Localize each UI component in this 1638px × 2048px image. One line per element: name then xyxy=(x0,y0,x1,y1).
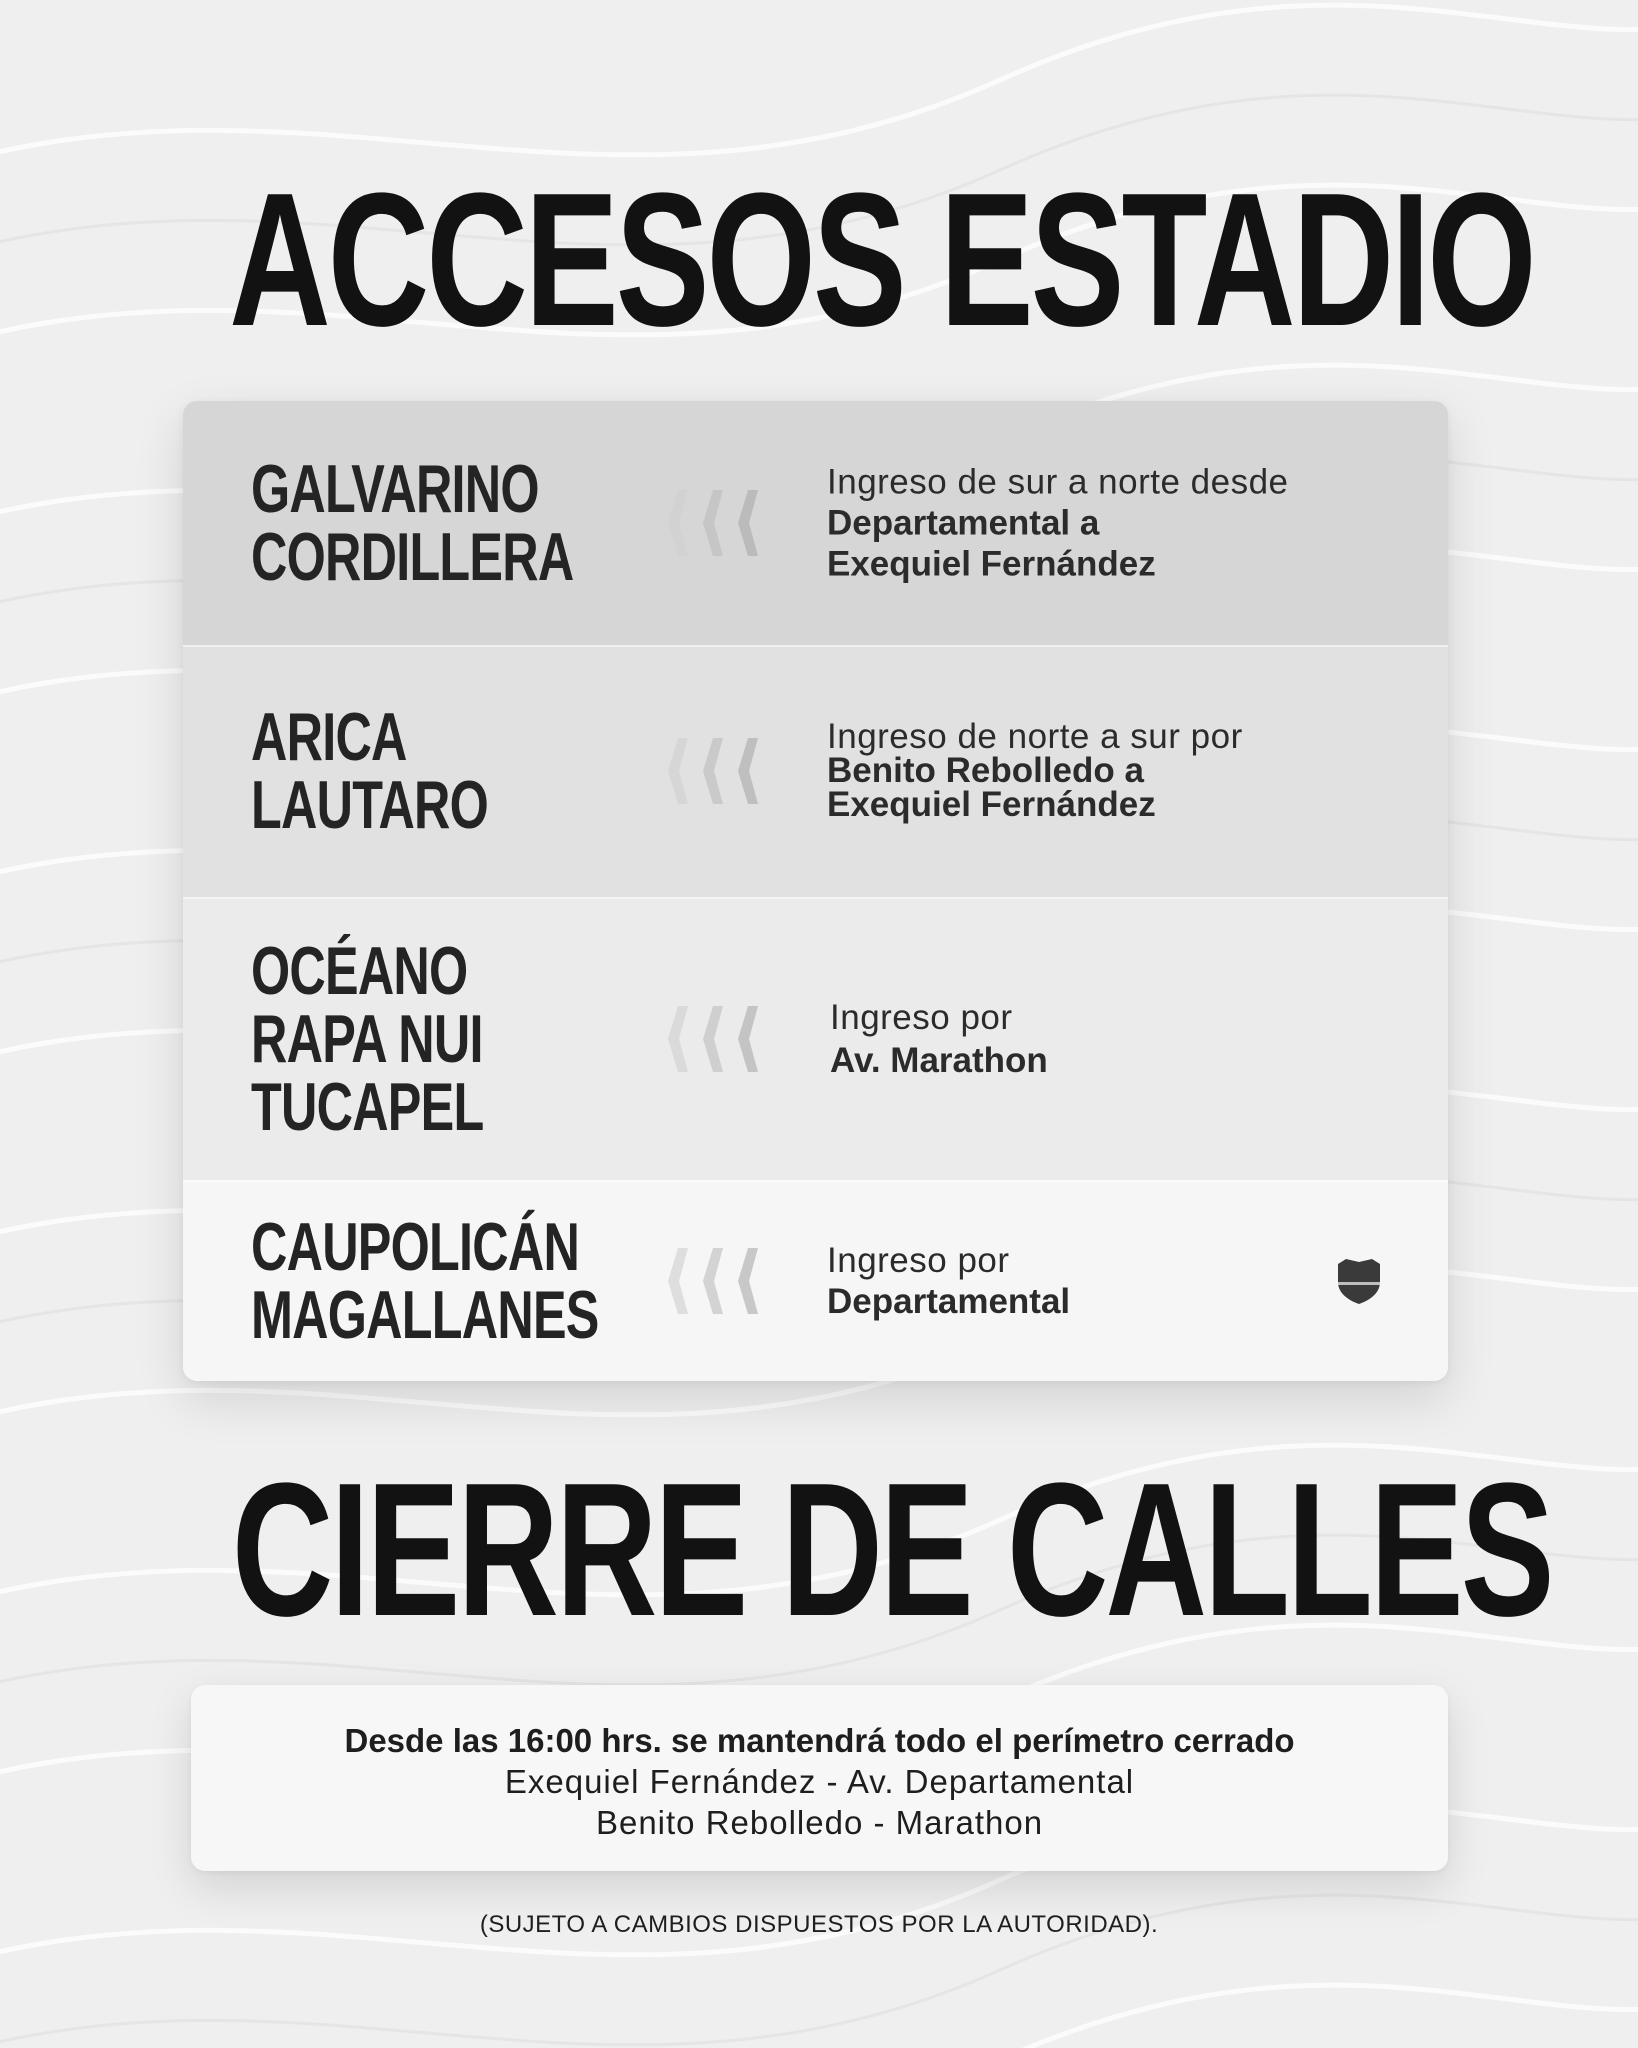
street-closure-card xyxy=(191,1685,1448,1871)
title-cierre-de-calles: CIERRE DE CALLES xyxy=(231,1444,1552,1656)
sector-names xyxy=(251,1208,721,1353)
sector-name: ARICA xyxy=(251,699,407,775)
sector-name: MAGALLANES xyxy=(251,1276,599,1353)
sector-name: RAPA NUI xyxy=(251,1000,483,1077)
access-row-arica-lautaro xyxy=(183,645,1448,897)
title-accesos-estadio: ACCESOS ESTADIO xyxy=(229,154,1534,366)
access-row-galvarino-cordillera xyxy=(183,401,1448,645)
sector-name: CAUPOLICÁN xyxy=(251,1208,580,1285)
direction-text: Ingreso por xyxy=(827,1240,1010,1280)
closure-street: Exequiel Fernández - Av. Departamental xyxy=(504,1763,1135,1800)
access-description xyxy=(827,462,1289,585)
sector-name: OCÉANO xyxy=(251,932,468,1009)
route-line: Departamental a xyxy=(827,503,1100,543)
access-description xyxy=(827,1240,1070,1322)
disclaimer-text: (SUJETO A CAMBIOS DISPUESTOS POR LA AUTORIDAD). xyxy=(479,1911,1159,1938)
triple-chevron-left-icon xyxy=(658,736,768,806)
sector-names xyxy=(251,699,571,843)
triple-chevron-left-icon xyxy=(658,488,768,558)
closure-headline: Desde las 16:00 hrs. se mantendrá todo el perímetro cerrado xyxy=(344,1722,1295,1759)
triple-chevron-left-icon xyxy=(658,1246,768,1316)
direction-text: Ingreso por xyxy=(830,997,1013,1037)
sector-names xyxy=(251,451,687,595)
route-line: Exequiel Fernández xyxy=(827,785,1156,824)
access-description xyxy=(827,717,1243,824)
sector-name: TUCAPEL xyxy=(251,1068,484,1145)
sector-name: CORDILLERA xyxy=(251,519,574,595)
sector-name: GALVARINO xyxy=(251,451,539,527)
closure-street: Benito Rebolledo - Marathon xyxy=(595,1804,1044,1841)
access-description xyxy=(830,996,1048,1082)
access-row-oceano-rapanui-tucapel xyxy=(183,897,1448,1180)
sector-name: LAUTARO xyxy=(251,767,489,843)
direction-text: Ingreso de sur a norte desde xyxy=(827,462,1289,502)
route-line: Av. Marathon xyxy=(830,1040,1048,1080)
direction-text: Ingreso de norte a sur por xyxy=(827,717,1243,756)
sector-names xyxy=(251,932,565,1145)
route-line: Benito Rebolledo a xyxy=(827,751,1144,790)
route-line: Exequiel Fernández xyxy=(827,544,1156,584)
access-table xyxy=(183,401,1448,1381)
triple-chevron-left-icon xyxy=(658,1004,768,1074)
route-line: Departamental xyxy=(827,1281,1071,1321)
shield-crest-icon xyxy=(1334,1256,1384,1306)
access-row-caupolican-magallanes xyxy=(183,1180,1448,1381)
